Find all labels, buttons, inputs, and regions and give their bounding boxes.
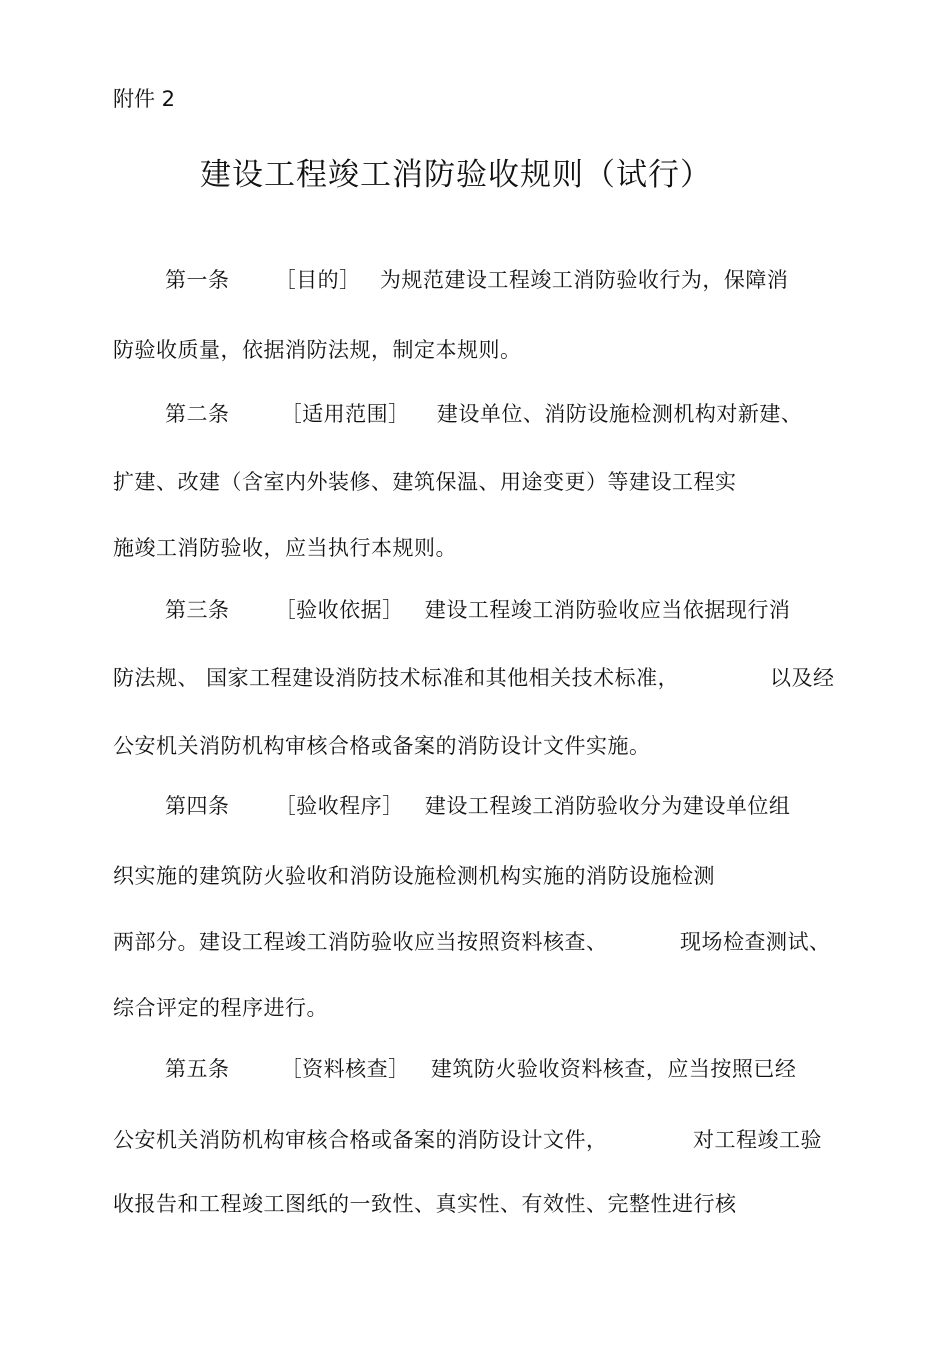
article-4-line-3b: 现场检查测试、 [680,930,831,954]
article-3-line-1 [165,596,790,624]
attachment-label: 附件 2 [113,87,176,111]
page-title: 建设工程竣工消防验收规则（试行） [200,157,712,193]
article-3-line-3: 公安机关消防机构审核合格或备案的消防设计文件实施。 [113,734,651,758]
article-4-tag: ［验收程序］ [274,794,404,818]
article-2-text: 建设单位、消防设施检测机构对新建、 [436,402,803,426]
article-5-tag: ［资料核查］ [280,1057,410,1081]
article-1-text: 为规范建设工程竣工消防验收行为，保障消 [379,268,789,292]
article-4-text: 建设工程竣工消防验收分为建设单位组 [424,794,791,818]
article-2-line-1 [165,400,802,428]
article-4-line-3a: 两部分。建设工程竣工消防验收应当按照资料核查、 [113,930,608,954]
article-1-line-1 [165,266,788,294]
article-1-line-2: 防验收质量，依据消防法规，制定本规则。 [113,338,522,362]
article-4-number: 第四条 [165,794,230,818]
article-5-line-2a: 公安机关消防机构审核合格或备案的消防设计文件， [113,1128,608,1152]
article-5-line-3: 收报告和工程竣工图纸的一致性、真实性、有效性、完整性进行核 [113,1192,737,1216]
article-2-line-3: 施竣工消防验收，应当执行本规则。 [113,536,457,560]
article-2-number: 第二条 [165,402,230,426]
article-2-tag: ［适用范围］ [280,402,410,426]
article-5-line-2b: 对工程竣工验 [693,1128,822,1152]
article-3-text-2a: 防法规、 国家工程建设消防技术标准和其他相关技术标准， [113,666,680,690]
article-3-number: 第三条 [165,598,230,622]
article-1-number: 第一条 [165,268,230,292]
article-5-text: 建筑防火验收资料核查，应当按照已经 [430,1057,797,1081]
article-5-number: 第五条 [165,1057,230,1081]
article-4-line-2: 织实施的建筑防火验收和消防设施检测机构实施的消防设施检测 [113,864,715,888]
article-3-line-2 [113,664,679,692]
article-5-line-1 [165,1055,796,1083]
article-4-line-4: 综合评定的程序进行。 [113,996,328,1020]
article-2-line-2: 扩建、改建（含室内外装修、建筑保温、用途变更）等建设工程实 [113,470,737,494]
article-3-tag: ［验收依据］ [274,598,404,622]
article-3-text-2b: 以及经 [770,666,835,690]
article-4-line-1 [165,792,790,820]
article-3-text: 建设工程竣工消防验收应当依据现行消 [424,598,791,622]
article-1-tag: ［目的］ [274,268,361,292]
